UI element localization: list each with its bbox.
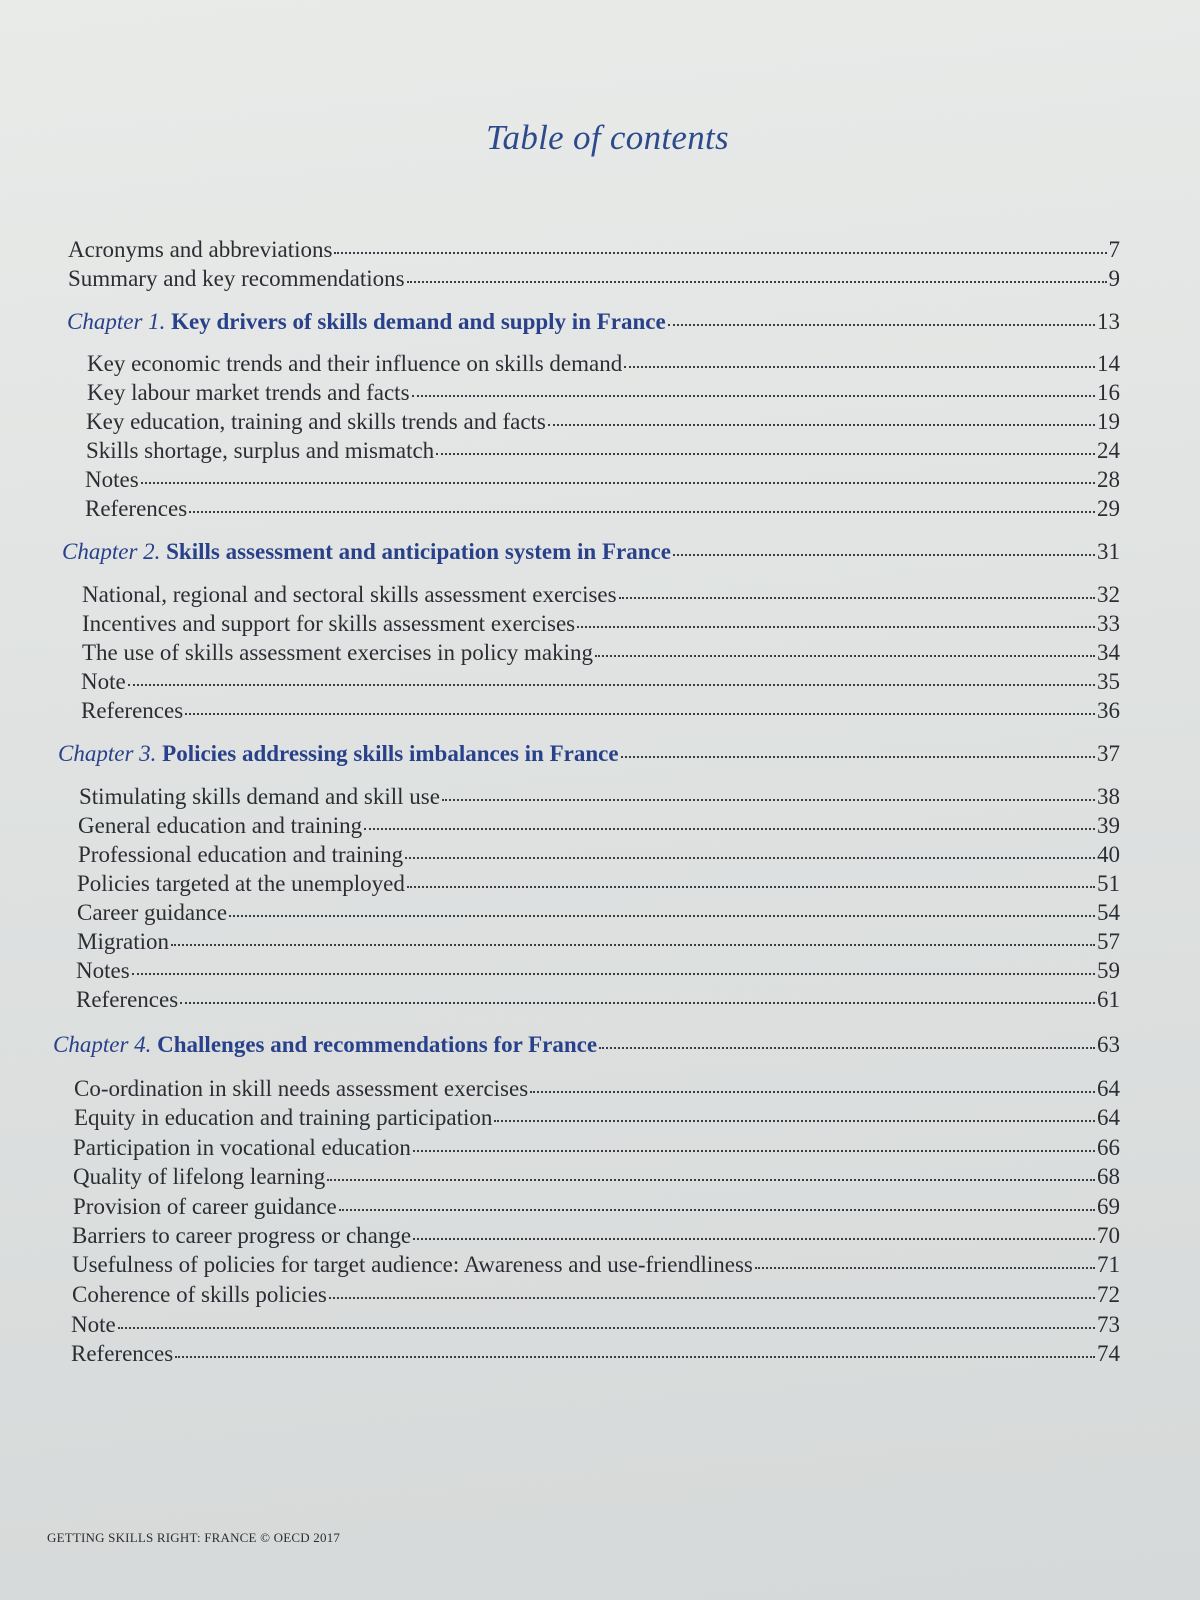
toc-page-number: 61 (1097, 987, 1120, 1012)
dot-leader (548, 424, 1095, 426)
toc-entry[interactable] (73, 1134, 1120, 1162)
toc-page-number: 33 (1097, 611, 1120, 636)
toc-entry[interactable] (87, 350, 1120, 378)
toc-page-number: 51 (1097, 871, 1120, 896)
dot-leader (334, 252, 1106, 254)
toc-entry-label: Key economic trends and their influence on skills demand (87, 351, 623, 376)
toc-entry-summary[interactable] (68, 265, 1120, 293)
dot-leader (180, 1002, 1095, 1004)
toc-page-number: 34 (1097, 640, 1120, 665)
toc-entry[interactable] (74, 1104, 1120, 1132)
toc-page-number: 39 (1097, 813, 1120, 838)
toc-entry-label: Career guidance (77, 900, 228, 925)
toc-entry[interactable] (86, 408, 1120, 436)
toc-entry[interactable] (78, 841, 1120, 869)
toc-entry-label: Incentives and support for skills assessment exercises (82, 611, 576, 636)
toc-page-number: 59 (1097, 958, 1120, 983)
dot-leader (442, 799, 1095, 801)
dot-leader (189, 511, 1095, 513)
toc-page-number: 73 (1097, 1312, 1120, 1337)
dot-leader (619, 597, 1095, 599)
dot-leader (364, 828, 1095, 830)
dot-leader (339, 1209, 1095, 1211)
toc-entry[interactable] (76, 986, 1120, 1014)
dot-leader (171, 944, 1095, 946)
toc-entry-acronyms[interactable] (68, 236, 1120, 264)
dot-leader (599, 1047, 1095, 1049)
chapter-prefix: Chapter 1. (67, 309, 166, 334)
toc-page-number: 66 (1097, 1135, 1120, 1160)
chapter-title: Challenges and recommendations for France (157, 1032, 598, 1057)
toc-entry[interactable] (74, 1075, 1120, 1103)
toc-entry[interactable] (77, 870, 1120, 898)
toc-chapter-2[interactable] (62, 538, 1120, 566)
toc-entry[interactable] (71, 1311, 1120, 1339)
chapter-title: Skills assessment and anticipation system in France (166, 539, 671, 564)
toc-page-number: 28 (1097, 467, 1120, 492)
toc-page-number: 57 (1097, 929, 1120, 954)
chapter-prefix: Chapter 2. (62, 539, 161, 564)
toc-page-number: 72 (1097, 1282, 1120, 1307)
dot-leader (175, 1356, 1095, 1358)
toc-entry-label: Participation in vocational education (73, 1135, 411, 1160)
toc-page-number: 32 (1097, 582, 1120, 607)
toc-entry-label: References (71, 1341, 174, 1366)
toc-entry[interactable] (82, 581, 1120, 609)
dot-leader (141, 482, 1095, 484)
dot-leader (329, 1297, 1095, 1299)
toc-entry-label: Note (71, 1312, 116, 1337)
toc-page-number: 63 (1097, 1032, 1120, 1057)
toc-page-number: 70 (1097, 1223, 1120, 1248)
toc-entry[interactable] (79, 783, 1120, 811)
toc-chapter-4[interactable] (53, 1031, 1120, 1059)
toc-entry-label: National, regional and sectoral skills assessment exercises (82, 582, 617, 607)
toc-entry[interactable] (82, 610, 1120, 638)
toc-entry-label: Usefulness of policies for target audience: Awareness and use-friendliness (72, 1252, 753, 1277)
toc-entry[interactable] (85, 466, 1120, 494)
toc-chapter-3[interactable] (58, 740, 1120, 768)
page-title: Table of contents (486, 118, 729, 157)
toc-entry[interactable] (72, 1222, 1120, 1250)
toc-entry-label: Acronyms and abbreviations (68, 237, 333, 262)
chapter-title: Policies addressing skills imbalances in France (162, 741, 619, 766)
dot-leader (530, 1091, 1095, 1093)
chapter-prefix: Chapter 3. (58, 741, 157, 766)
toc-page-number: 35 (1097, 669, 1120, 694)
toc-entry-label: Provision of career guidance (73, 1194, 337, 1219)
dot-leader (412, 395, 1095, 397)
toc-entry-label: Migration (77, 929, 169, 954)
toc-entry-label: References (76, 987, 179, 1012)
toc-entry-label: The use of skills assessment exercises in policy making (82, 640, 594, 665)
toc-entry-label: Coherence of skills policies (72, 1282, 327, 1307)
toc-entry-label: Notes (85, 467, 139, 492)
toc-page-number: 71 (1097, 1252, 1120, 1277)
toc-page-number: 13 (1097, 309, 1120, 334)
chapter-heading (67, 308, 666, 336)
dot-leader (128, 684, 1095, 686)
dot-leader (624, 366, 1095, 368)
toc-entry-label: Notes (76, 958, 130, 983)
dot-leader (621, 756, 1095, 758)
toc-entry-label: Professional education and training (78, 842, 404, 867)
toc-entry-label: Equity in education and training participation (74, 1105, 493, 1130)
toc-entry-label: Policies targeted at the unemployed (77, 871, 405, 896)
toc-page-number: 37 (1097, 741, 1120, 766)
toc-entry-label: Key labour market trends and facts (87, 380, 410, 405)
toc-page-number: 74 (1097, 1341, 1120, 1366)
toc-page-number: 54 (1097, 900, 1120, 925)
toc-entry[interactable] (78, 812, 1120, 840)
toc-page-number: 9 (1108, 266, 1120, 291)
toc-entry[interactable] (82, 639, 1120, 667)
toc-page-number: 40 (1097, 842, 1120, 867)
dot-leader (673, 554, 1095, 556)
toc-entry[interactable] (81, 697, 1120, 725)
toc-entry[interactable] (87, 379, 1120, 407)
toc-entry[interactable] (77, 928, 1120, 956)
toc-chapter-1[interactable] (67, 308, 1120, 336)
dot-leader (407, 281, 1107, 283)
toc-page-number: 19 (1097, 409, 1120, 434)
dot-leader (407, 886, 1095, 888)
dot-leader (413, 1238, 1095, 1240)
toc-page-number: 36 (1097, 698, 1120, 723)
toc-page-number: 64 (1097, 1076, 1120, 1101)
dot-leader (405, 857, 1095, 859)
toc-entry-label: Note (81, 669, 126, 694)
toc-entry[interactable] (72, 1281, 1120, 1309)
toc-page-number: 68 (1097, 1164, 1120, 1189)
toc-entry-label: Summary and key recommendations (68, 266, 405, 291)
toc-entry-label: Skills shortage, surplus and mismatch (86, 438, 435, 463)
dot-leader (577, 626, 1095, 628)
dot-leader (229, 915, 1095, 917)
toc-page-number: 31 (1097, 539, 1120, 564)
toc-entry[interactable] (73, 1193, 1120, 1221)
chapter-heading (53, 1031, 597, 1059)
toc-page-number: 29 (1097, 496, 1120, 521)
toc-entry[interactable] (86, 437, 1120, 465)
toc-entry-label: Quality of lifelong learning (73, 1164, 326, 1189)
dot-leader (185, 713, 1095, 715)
dot-leader (132, 973, 1095, 975)
dot-leader (413, 1150, 1095, 1152)
toc-entry[interactable] (71, 1340, 1120, 1368)
toc-entry-label: Co-ordination in skill needs assessment exercises (74, 1076, 529, 1101)
toc-page-number: 24 (1097, 438, 1120, 463)
toc-page-number: 38 (1097, 784, 1120, 809)
toc-entry[interactable] (77, 899, 1120, 927)
dot-leader (668, 324, 1095, 326)
toc-entry[interactable] (73, 1163, 1120, 1191)
dot-leader (327, 1179, 1095, 1181)
toc-entry-label: References (81, 698, 184, 723)
page-footer: GETTING SKILLS RIGHT: FRANCE © OECD 2017 (47, 1530, 341, 1545)
chapter-title: Key drivers of skills demand and supply in France (171, 309, 666, 334)
chapter-prefix: Chapter 4. (53, 1032, 152, 1057)
toc-entry[interactable] (85, 495, 1120, 523)
dot-leader (595, 655, 1095, 657)
dot-leader (118, 1327, 1095, 1329)
toc-page-number: 64 (1097, 1105, 1120, 1130)
toc-page-number: 69 (1097, 1194, 1120, 1219)
toc-page-number: 14 (1097, 351, 1120, 376)
chapter-heading (62, 538, 671, 566)
toc-entry[interactable] (76, 957, 1120, 985)
toc-entry-label: Barriers to career progress or change (72, 1223, 412, 1248)
toc-entry-label: Key education, training and skills trends and facts (86, 409, 546, 434)
toc-entry-label: General education and training (78, 813, 363, 838)
dot-leader (436, 453, 1095, 455)
toc-page-number: 7 (1108, 237, 1120, 262)
toc-entry[interactable] (72, 1251, 1120, 1279)
toc-entry-label: Stimulating skills demand and skill use (79, 784, 440, 809)
toc-page-number: 16 (1097, 380, 1120, 405)
toc-entry-label: References (85, 496, 188, 521)
dot-leader (494, 1120, 1095, 1122)
chapter-heading (58, 740, 619, 768)
dot-leader (755, 1267, 1095, 1269)
toc-entry[interactable] (81, 668, 1120, 696)
